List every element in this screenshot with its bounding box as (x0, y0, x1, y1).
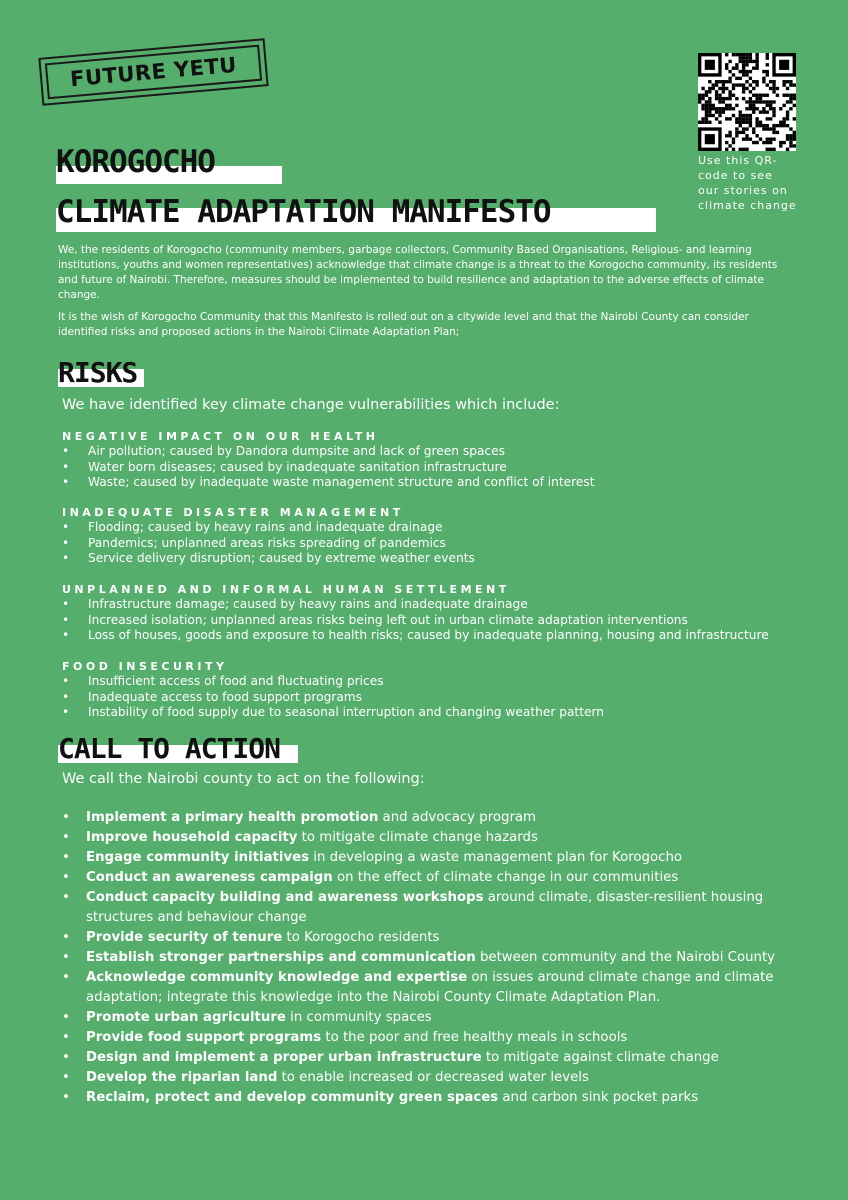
cta-item-bold: Promote urban agriculture (86, 1010, 286, 1025)
cta-heading-text: CALL TO ACTION (58, 732, 281, 765)
risks-heading-text: RISKS (58, 356, 138, 389)
risks-heading (58, 356, 137, 389)
cta-item-rest: and advocacy program (378, 810, 537, 825)
risk-group-title: FOOD INSECURITY (62, 660, 228, 673)
cta-item-bold: Implement a primary health promotion (86, 810, 379, 825)
list-item: • Pandemics; unplanned areas risks spreading of pandemics (62, 536, 802, 552)
cta-item-rest: to Korogocho residents (282, 930, 440, 945)
cta-item (62, 948, 797, 968)
cta-item-rest: on issues around climate change and climate adaptation; integrate this knowledge into the Nairobi County Climate Adaptation Plan. (86, 970, 774, 1005)
cta-item-rest: in developing a waste management plan for Korogocho (309, 850, 683, 865)
cta-item-rest: and carbon sink pocket parks (498, 1090, 699, 1105)
cta-item-bold: Design and implement a proper urban infrastructure (86, 1050, 482, 1065)
cta-item (62, 1088, 797, 1108)
page-title-line1: KOROGOCHO (56, 144, 215, 180)
cta-item (62, 828, 797, 848)
cta-heading (58, 732, 280, 765)
cta-item-bold: Conduct capacity building and awareness workshops (86, 890, 484, 905)
cta-item-rest: to enable increased or decreased water levels (277, 1070, 589, 1085)
cta-item (62, 968, 797, 1008)
cta-item-bold: Provide food support programs (86, 1030, 322, 1045)
risk-group-disaster (62, 505, 802, 567)
qr-code-icon[interactable] (698, 53, 796, 151)
page-title-line2: CLIMATE ADAPTATION MANIFESTO (56, 194, 551, 230)
list-item: • Service delivery disruption; caused by extreme weather events (62, 551, 802, 567)
cta-item-bold: Reclaim, protect and develop community green spaces (86, 1090, 499, 1105)
qr-caption: Use this QR-code to see our stories on climate change (698, 154, 797, 212)
list-item: • Waste; caused by inadequate waste management structure and conflict of interest (62, 475, 802, 491)
risk-group-health (62, 429, 802, 491)
risk-group-title: INADEQUATE DISASTER MANAGEMENT (62, 506, 404, 519)
intro-paragraph-2: It is the wish of Korogocho Community that this Manifesto is rolled out on a citywide level and that the Nairobi County can consider identified risks and proposed actions in the Nairobi Climate Adaptation Plan; (58, 311, 749, 338)
risk-group-food (62, 659, 802, 721)
cta-item-rest: between community and the Nairobi County (475, 950, 776, 965)
cta-item (62, 808, 797, 828)
cta-item-bold: Engage community initiatives (86, 850, 310, 865)
cta-item-bold: Establish stronger partnerships and communication (86, 950, 476, 965)
cta-item (62, 848, 797, 868)
cta-item-rest: on the effect of climate change in our communities (332, 870, 679, 885)
list-item: • Water born diseases; caused by inadequate sanitation infrastructure (62, 460, 802, 476)
cta-item (62, 888, 797, 928)
cta-item (62, 1028, 797, 1048)
list-item: • Air pollution; caused by Dandora dumpsite and lack of green spaces (62, 444, 802, 460)
cta-lead: We call the Nairobi county to act on the following: (62, 771, 425, 787)
list-item: • Insufficient access of food and fluctuating prices (62, 674, 802, 690)
cta-item (62, 1048, 797, 1068)
list-item: • Inadequate access to food support programs (62, 690, 802, 706)
cta-item-bold: Provide security of tenure (86, 930, 283, 945)
future-yetu-stamp (38, 38, 268, 106)
stamp-text: FUTURE YETU (45, 45, 262, 100)
cta-item-bold: Develop the riparian land (86, 1070, 278, 1085)
intro-paragraph-1: We, the residents of Korogocho (community members, garbage collectors, Community Based Organisations, Religious- and learning institutions, youths and women representatives) acknowledge that climate change is a threat to the Korogocho community, its residents and future of Nairobi. Therefore, measures should be implemented to build resilience and adaptation to the adverse effects of climate change. (58, 244, 778, 301)
cta-item (62, 928, 797, 948)
list-item: • Infrastructure damage; caused by heavy rains and inadequate drainage (62, 597, 802, 613)
list-item: • Instability of food supply due to seasonal interruption and changing weather pattern (62, 705, 802, 721)
risk-group-title: NEGATIVE IMPACT ON OUR HEALTH (62, 430, 379, 443)
cta-item-bold: Improve household capacity (86, 830, 298, 845)
cta-item-rest: to mitigate climate change hazards (297, 830, 538, 845)
cta-item-rest: to mitigate against climate change (481, 1050, 719, 1065)
cta-item-rest: in community spaces (285, 1010, 432, 1025)
cta-list (62, 808, 797, 1108)
cta-item (62, 868, 797, 888)
risk-group-title: UNPLANNED AND INFORMAL HUMAN SETTLEMENT (62, 583, 510, 596)
qr-code-graphic (698, 53, 796, 151)
risk-group-settlement (62, 582, 802, 644)
cta-item-rest: to the poor and free healthy meals in schools (321, 1030, 628, 1045)
cta-item-bold: Conduct an awareness campaign (86, 870, 333, 885)
cta-item-bold: Acknowledge community knowledge and expertise (86, 970, 468, 985)
list-item: • Increased isolation; unplanned areas risks being left out in urban climate adaptation interventions (62, 613, 802, 629)
cta-item-rest: around climate, disaster-resilient housing structures and behaviour change (86, 890, 764, 925)
cta-item (62, 1068, 797, 1088)
list-item: • Loss of houses, goods and exposure to health risks; caused by inadequate planning, housing and infrastructure (62, 628, 802, 644)
risks-lead: We have identified key climate change vulnerabilities which include: (62, 397, 560, 413)
cta-item (62, 1008, 797, 1028)
list-item: • Flooding; caused by heavy rains and inadequate drainage (62, 520, 802, 536)
